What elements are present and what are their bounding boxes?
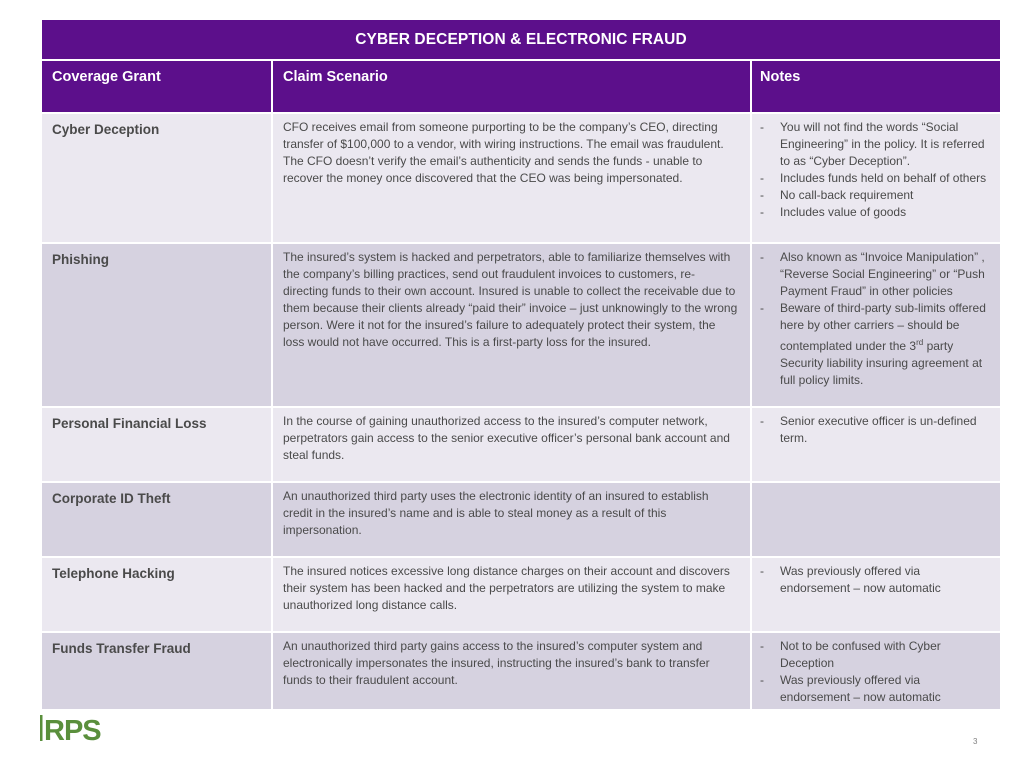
note-item: - Was previously offered via endorsement – now automatic: [760, 672, 990, 706]
note-item: - Includes funds held on behalf of others: [760, 170, 990, 187]
notes-list: [760, 638, 990, 706]
table-row: [42, 633, 1000, 711]
notes-cell: [752, 483, 1000, 558]
header-claim-scenario: Claim Scenario: [273, 61, 752, 114]
notes-list: [760, 249, 990, 389]
note-item: - Was previously offered via endorsement – now automatic: [760, 563, 990, 597]
note-item: - Senior executive officer is un-defined term.: [760, 413, 990, 447]
note-item: - Not to be confused with Cyber Deception: [760, 638, 990, 672]
note-item: - Beware of third-party sub-limits offered here by other carriers – should be contemplated under the 3rd party Security liability insuring agreement at full policy limits.: [760, 300, 990, 389]
rps-logo: [38, 713, 106, 743]
notes-cell: [752, 408, 1000, 483]
claim-scenario: The insured’s system is hacked and perpetrators, able to familiarize themselves with the company’s billing practices, send out fraudulent invoices to customers, re-directing funds to their own account. Insured is unable to collect the receivable due to them because their clients already “paid their” invoice – just unknowingly to the wrong person. Were it not for the insured’s failure to adequately protect their system, the loss would not have occurred. This is a first-party loss for the insured.: [273, 244, 752, 408]
coverage-grant: Cyber Deception: [42, 114, 273, 244]
notes-cell: [752, 633, 1000, 711]
logo-text: RPS: [44, 715, 101, 743]
notes-list: [760, 413, 990, 447]
claim-scenario: An unauthorized third party gains access to the insured’s computer system and electronically impersonates the insured, instructing the insured’s bank to transfer funds to their fraudulent account.: [273, 633, 752, 711]
note-item: - Also known as “Invoice Manipulation” , “Reverse Social Engineering” or “Push Payment Fraud” in other policies: [760, 249, 990, 300]
claim-scenario: An unauthorized third party uses the electronic identity of an insured to establish credit in the insured’s name and is able to steal money as a result of this impersonation.: [273, 483, 752, 558]
notes-cell: [752, 244, 1000, 408]
notes-cell: [752, 558, 1000, 633]
coverage-grant: Funds Transfer Fraud: [42, 633, 273, 711]
header-notes: Notes: [752, 61, 1000, 114]
table-row: [42, 408, 1000, 483]
coverage-table: [42, 61, 1000, 711]
notes-list: [760, 119, 990, 221]
coverage-grant: Corporate ID Theft: [42, 483, 273, 558]
note-item: - Includes value of goods: [760, 204, 990, 221]
coverage-grant: Telephone Hacking: [42, 558, 273, 633]
header-coverage-grant: Coverage Grant: [42, 61, 273, 114]
ordinal-suffix: rd: [916, 338, 924, 347]
notes-list: [760, 563, 990, 597]
claim-scenario: CFO receives email from someone purporting to be the company’s CEO, directing transfer of $100,000 to a vendor, with wiring instructions. The email was fraudulent. The CFO doesn’t verify the email’s authenticity and sends the funds - unable to recover the money once discovered that the CEO was being impersonated.: [273, 114, 752, 244]
notes-cell: [752, 114, 1000, 244]
table-row: [42, 483, 1000, 558]
page-number: 3: [973, 737, 978, 746]
claim-scenario: The insured notices excessive long distance charges on their account and discovers their system has been hacked and the perpetrators are utilizing the system to make unauthorized long distance calls.: [273, 558, 752, 633]
table-header-row: [42, 61, 1000, 114]
table-row: [42, 558, 1000, 633]
logo-accent-bar: [40, 715, 43, 741]
slide-title: CYBER DECEPTION & ELECTRONIC FRAUD: [42, 20, 1000, 59]
note-item: - No call-back requirement: [760, 187, 990, 204]
note-item: - You will not find the words “Social Engineering” in the policy. It is referred to as “Cyber Deception”.: [760, 119, 990, 170]
coverage-grant: Phishing: [42, 244, 273, 408]
coverage-grant: Personal Financial Loss: [42, 408, 273, 483]
claim-scenario: In the course of gaining unauthorized access to the insured’s computer network, perpetrators gain access to the senior executive officer’s personal bank account and steal funds.: [273, 408, 752, 483]
table-row: [42, 244, 1000, 408]
table-row: [42, 114, 1000, 244]
